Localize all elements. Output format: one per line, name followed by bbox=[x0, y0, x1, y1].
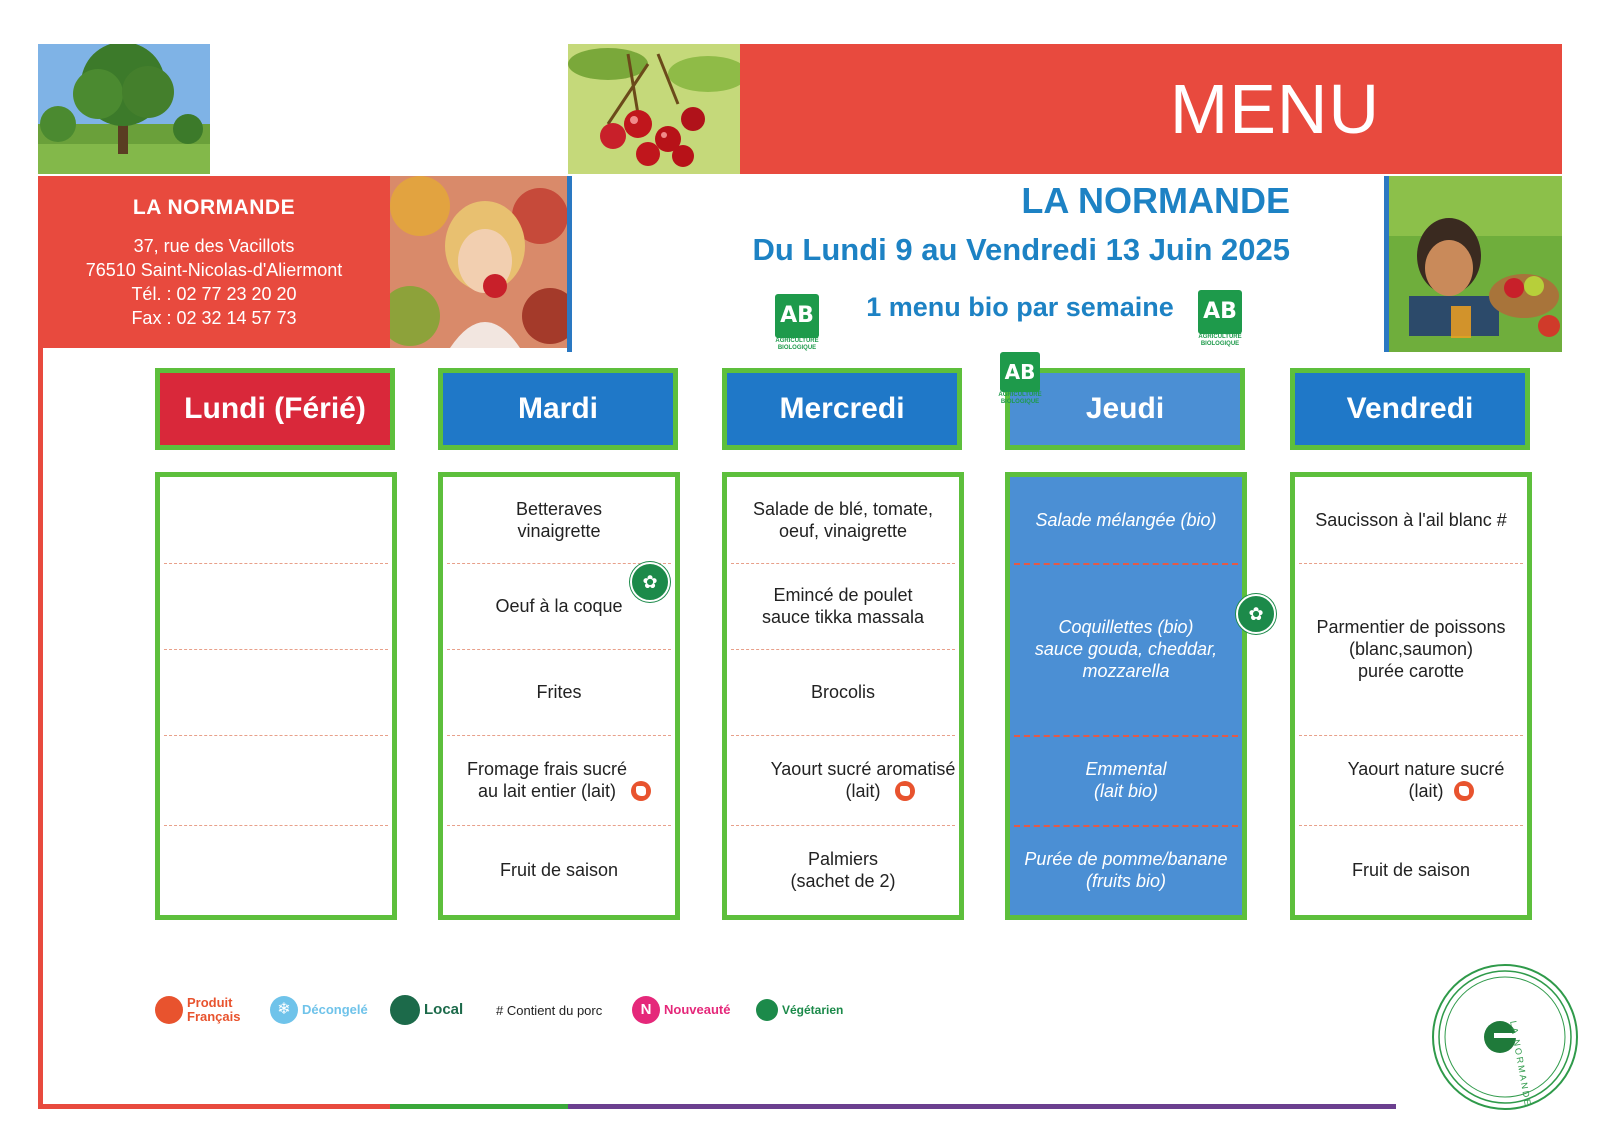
menu-item-laitage bbox=[1295, 735, 1527, 825]
restaurant-title: LA NORMANDE bbox=[1021, 180, 1290, 221]
row-divider bbox=[164, 563, 388, 564]
page-border-bottom bbox=[38, 1104, 390, 1109]
menu-item-laitage: Emmental (lait bio) bbox=[1085, 759, 1167, 801]
produit-francais-icon bbox=[631, 781, 651, 801]
day-column-jeudi bbox=[1005, 472, 1247, 920]
menu-item-laitage-text: Yaourt nature sucré (lait) bbox=[1347, 759, 1505, 801]
row-divider bbox=[164, 649, 388, 650]
day-column-vendredi bbox=[1290, 472, 1532, 920]
ab-organic-logo-icon: AB bbox=[775, 294, 819, 338]
vegetarien-icon bbox=[630, 562, 670, 602]
legend-nouveaute bbox=[632, 990, 730, 1030]
vegetarien-icon bbox=[1236, 594, 1276, 634]
menu-item-dessert: Fruit de saison bbox=[499, 860, 619, 880]
address-fax: Fax : 02 32 14 57 73 bbox=[131, 308, 297, 328]
menu-item-entree: Salade mélangée (bio) bbox=[1035, 510, 1217, 530]
day-column-mercredi bbox=[722, 472, 964, 920]
divider bbox=[567, 176, 572, 352]
legend-vegetarien bbox=[756, 990, 843, 1030]
ab-logo-caption: AGRICULTURE BIOLOGIQUE bbox=[1198, 334, 1242, 347]
menu-item-plat: Coquillettes (bio) sauce gouda, cheddar, mozzarella bbox=[1034, 617, 1218, 681]
day-header-vendredi: Vendredi bbox=[1290, 368, 1530, 450]
day-header-jeudi: Jeudi bbox=[1005, 368, 1245, 450]
menu-item-accompagnement: Frites bbox=[536, 682, 582, 702]
la-normande-logo bbox=[1428, 960, 1582, 1114]
day-column-lundi bbox=[155, 472, 397, 920]
page-border-bottom bbox=[568, 1104, 1396, 1109]
legend-label: # Contient du porc bbox=[496, 1002, 603, 1018]
snowflake-icon: ❄ bbox=[270, 996, 298, 1024]
page-border-bottom bbox=[390, 1104, 568, 1109]
menu-dates: Du Lundi 9 au Vendredi 13 Juin 2025 bbox=[752, 232, 1290, 267]
day-header-mardi: Mardi bbox=[438, 368, 678, 450]
menu-item-laitage bbox=[443, 735, 675, 825]
ab-logo-caption: AGRICULTURE BIOLOGIQUE bbox=[998, 392, 1042, 405]
produit-francais-icon bbox=[155, 996, 183, 1024]
address-street: 37, rue des Vacillots bbox=[133, 236, 295, 256]
menu-item-laitage-text: Fromage frais sucré au lait entier (lait) bbox=[466, 759, 628, 801]
legend-porc bbox=[496, 990, 602, 1030]
page-border-left bbox=[38, 348, 43, 1108]
legend-produit-francais bbox=[155, 990, 240, 1030]
address-tel: Tél. : 02 77 23 20 20 bbox=[131, 284, 297, 304]
address-name: LA NORMANDE bbox=[132, 196, 296, 219]
menu-item-dessert: Fruit de saison bbox=[1351, 860, 1471, 880]
address-city: 76510 Saint-Nicolas-d'Aliermont bbox=[85, 260, 343, 280]
menu-item-laitage-text: Yaourt sucré aromatisé (lait) bbox=[770, 759, 956, 801]
menu-item-dessert: Purée de pomme/banane (fruits bio) bbox=[1024, 849, 1228, 891]
nouveaute-icon: N bbox=[632, 996, 660, 1024]
bio-weekly-text: 1 menu bio par semaine bbox=[866, 292, 1174, 322]
menu-title: MENU bbox=[1169, 70, 1380, 148]
brand-logo-text: LA NORMANDE bbox=[1508, 1020, 1534, 1108]
legend-decongele bbox=[270, 990, 368, 1030]
ab-organic-logo-icon: AB bbox=[1000, 352, 1040, 392]
legend-label: Produit Français bbox=[187, 995, 241, 1024]
menu-item-laitage bbox=[727, 735, 959, 825]
menu-item-accompagnement: Brocolis bbox=[810, 682, 876, 702]
tree-photo bbox=[38, 44, 210, 174]
day-header-mercredi: Mercredi bbox=[722, 368, 962, 450]
ab-organic-logo-icon: AB bbox=[1198, 290, 1242, 334]
cherries-photo bbox=[568, 44, 740, 174]
ab-logo-caption: AGRICULTURE BIOLOGIQUE bbox=[775, 338, 819, 351]
local-pot-icon bbox=[390, 995, 420, 1025]
legend-label: Décongelé bbox=[302, 1002, 368, 1017]
legend-label: Nouveauté bbox=[664, 1002, 731, 1017]
legend-local bbox=[390, 990, 463, 1030]
menu-item-entree: Saucisson à l'ail blanc # bbox=[1315, 510, 1507, 530]
row-divider bbox=[164, 735, 388, 736]
day-column-mardi bbox=[438, 472, 680, 920]
boy-picnic-photo bbox=[1389, 176, 1562, 352]
menu-item-entree: Salade de blé, tomate, oeuf, vinaigrette bbox=[752, 499, 934, 541]
menu-item-dessert: Palmiers (sachet de 2) bbox=[790, 849, 896, 891]
legend-label: Local bbox=[424, 1001, 464, 1018]
menu-item-plat: Parmentier de poissons (blanc,saumon) purée carotte bbox=[1316, 617, 1506, 681]
menu-item-entree: Betteraves vinaigrette bbox=[515, 499, 603, 541]
address-block bbox=[38, 176, 390, 348]
day-header-lundi: Lundi (Férié) bbox=[155, 368, 395, 450]
divider bbox=[1384, 176, 1389, 352]
girl-apple-photo bbox=[390, 176, 567, 348]
legend-label: Végétarien bbox=[782, 1003, 844, 1017]
menu-item-plat: Oeuf à la coque bbox=[495, 596, 623, 616]
vegetarien-icon bbox=[756, 999, 778, 1021]
menu-item-plat: Emincé de poulet sauce tikka massala bbox=[761, 585, 925, 627]
row-divider bbox=[164, 825, 388, 826]
